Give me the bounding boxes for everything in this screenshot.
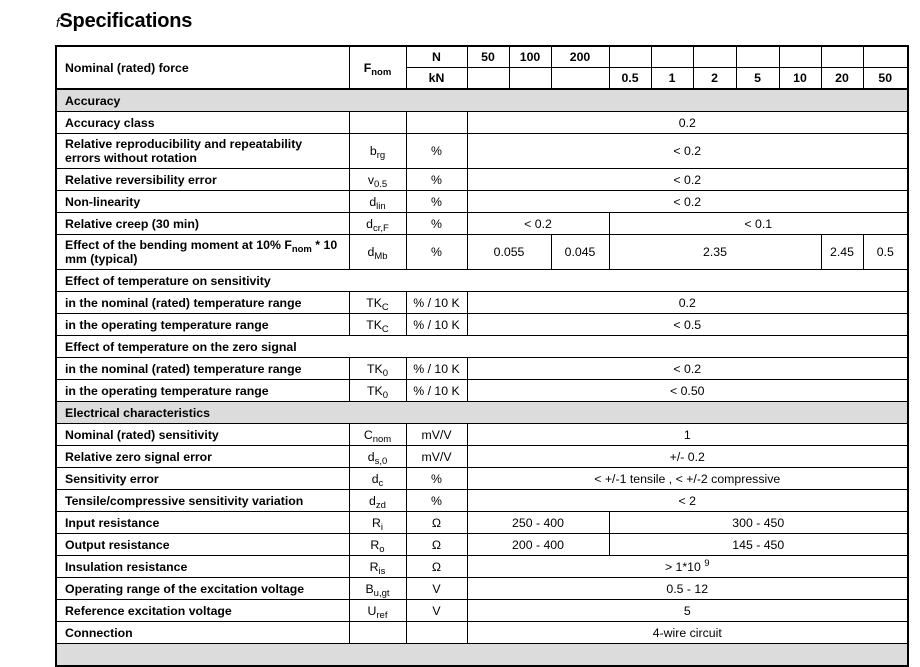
spec-value: < 0.2 [467,169,908,191]
spec-unit: % [406,191,467,213]
nominal-force-n: 200 [551,46,609,68]
page-title: fSpecifications [56,10,193,32]
spec-value: 0.5 [863,235,908,270]
spec-label: Connection [56,622,349,644]
spec-label: Input resistance [56,512,349,534]
spec-symbol: $d_{s,0}$ [349,446,406,468]
spec-value: 0.055 [467,235,551,270]
spec-label: Nominal (rated) sensitivity [56,424,349,446]
header-row-n [56,46,908,68]
spec-unit: Ω [406,512,467,534]
header-symbol: $F_{nom}$ [349,46,406,89]
spec-value: < 0.5 [467,314,908,336]
spec-label: Relative zero signal error [56,446,349,468]
nominal-force-kn [509,68,551,90]
spec-symbol: $b_{rg}$ [349,134,406,169]
subhead-row [56,336,908,358]
spec-value: 300 - 450 [609,512,908,534]
spec-row [56,600,908,622]
spec-unit: % [406,134,467,169]
nominal-force-kn [551,68,609,90]
spec-value: > 1*10 $^9$ [467,556,908,578]
spec-symbol: $d_c$ [349,468,406,490]
spec-value: 0.5 - 12 [467,578,908,600]
spec-symbol: $C_{nom}$ [349,424,406,446]
spec-value: 145 - 450 [609,534,908,556]
nominal-force-kn: 5 [736,68,779,90]
spec-unit: V [406,578,467,600]
spec-symbol [349,622,406,644]
spec-value: 0.2 [467,292,908,314]
specifications-table [55,45,909,667]
spec-label: Relative creep (30 min) [56,213,349,235]
spec-value: +/- 0.2 [467,446,908,468]
spec-label: in the nominal (rated) temperature range [56,292,349,314]
spec-symbol: $TK_0$ [349,358,406,380]
spec-symbol: $d_{lin}$ [349,191,406,213]
spec-unit: Ω [406,556,467,578]
spec-symbol: $TK_C$ [349,292,406,314]
nominal-force-kn: 0.5 [609,68,651,90]
spec-unit: % [406,235,467,270]
nominal-force-n [736,46,779,68]
spec-symbol: $d_{zd}$ [349,490,406,512]
nominal-force-kn: 10 [779,68,821,90]
spec-row [56,446,908,468]
unit-kn: kN [406,68,467,90]
spec-label: in the operating temperature range [56,314,349,336]
spec-value: < 0.1 [609,213,908,235]
spec-symbol: $v_{0.5}$ [349,169,406,191]
spec-row [56,622,908,644]
section-row [56,89,908,112]
nominal-force-n [863,46,908,68]
spec-unit: % [406,468,467,490]
spec-label: Relative reproducibility and repeatability errors without rotation [56,134,349,169]
spec-unit: % / 10 K [406,292,467,314]
spec-unit: % / 10 K [406,358,467,380]
spec-symbol [349,112,406,134]
spec-value: 0.2 [467,112,908,134]
spec-value: 5 [467,600,908,622]
spec-label: Output resistance [56,534,349,556]
spec-value: 1 [467,424,908,446]
spec-label: Sensitivity error [56,468,349,490]
spec-row [56,112,908,134]
spec-row [56,358,908,380]
spec-value: < 0.2 [467,358,908,380]
spec-value: 2.35 [609,235,821,270]
spec-value: < 0.50 [467,380,908,402]
spec-row [56,490,908,512]
nominal-force-kn: 20 [821,68,863,90]
spec-unit: % [406,490,467,512]
spec-value: < 0.2 [467,213,609,235]
spec-row [56,213,908,235]
subhead-heading: Effect of temperature on the zero signal [56,336,908,358]
header-label: Nominal (rated) force [56,46,349,89]
spec-row [56,134,908,169]
nominal-force-n [609,46,651,68]
nominal-force-kn: 50 [863,68,908,90]
subhead-heading: Effect of temperature on sensitivity [56,270,908,292]
spec-unit [406,622,467,644]
spec-label: Relative reversibility error [56,169,349,191]
nominal-force-n [821,46,863,68]
unit-n: N [406,46,467,68]
spec-row [56,191,908,213]
spec-symbol: $B_{u,gt}$ [349,578,406,600]
section-heading [56,644,908,667]
nominal-force-n [693,46,736,68]
spec-symbol: $U_{ref}$ [349,600,406,622]
spec-value: 2.45 [821,235,863,270]
spec-row [56,468,908,490]
spec-unit: % [406,213,467,235]
spec-value: 4-wire circuit [467,622,908,644]
nominal-force-n [651,46,693,68]
section-heading: Electrical characteristics [56,402,908,424]
spec-label: Accuracy class [56,112,349,134]
spec-row [56,235,908,270]
spec-symbol: $R_o$ [349,534,406,556]
spec-label: Effect of the bending moment at 10% $F_{nom} * 10$ mm (typical) [56,235,349,270]
spec-unit: mV/V [406,446,467,468]
spec-symbol: $R_{is}$ [349,556,406,578]
spec-label: Insulation resistance [56,556,349,578]
spec-value: < 2 [467,490,908,512]
spec-row [56,380,908,402]
spec-value: < +/-1 tensile , < +/-2 compressive [467,468,908,490]
spec-value: < 0.2 [467,191,908,213]
spec-unit [406,112,467,134]
section-heading: Accuracy [56,89,908,112]
spec-label: in the operating temperature range [56,380,349,402]
section-row [56,402,908,424]
spec-value: 200 - 400 [467,534,609,556]
spec-unit: % [406,169,467,191]
spec-unit: V [406,600,467,622]
spec-value: < 0.2 [467,134,908,169]
spec-row [56,424,908,446]
spec-row [56,534,908,556]
spec-unit: % / 10 K [406,380,467,402]
spec-row [56,169,908,191]
spec-row [56,556,908,578]
spec-row [56,292,908,314]
spec-unit: mV/V [406,424,467,446]
spec-symbol: $TK_0$ [349,380,406,402]
spec-symbol: $d_{Mb}$ [349,235,406,270]
spec-row [56,578,908,600]
spec-symbol: $d_{cr,F}$ [349,213,406,235]
spec-label: Tensile/compressive sensitivity variation [56,490,349,512]
spec-symbol: $TK_C$ [349,314,406,336]
spec-symbol: $R_i$ [349,512,406,534]
spec-label: Non-linearity [56,191,349,213]
nominal-force-n: 100 [509,46,551,68]
spec-row [56,512,908,534]
spec-row [56,314,908,336]
nominal-force-n: 50 [467,46,509,68]
spec-label: Operating range of the excitation voltage [56,578,349,600]
spec-unit: Ω [406,534,467,556]
spec-label: Reference excitation voltage [56,600,349,622]
spec-unit: % / 10 K [406,314,467,336]
nominal-force-kn: 2 [693,68,736,90]
spec-label: in the nominal (rated) temperature range [56,358,349,380]
spec-value: 250 - 400 [467,512,609,534]
section-row [56,644,908,667]
nominal-force-kn: 1 [651,68,693,90]
nominal-force-kn [467,68,509,90]
nominal-force-n [779,46,821,68]
spec-value: 0.045 [551,235,609,270]
subhead-row [56,270,908,292]
